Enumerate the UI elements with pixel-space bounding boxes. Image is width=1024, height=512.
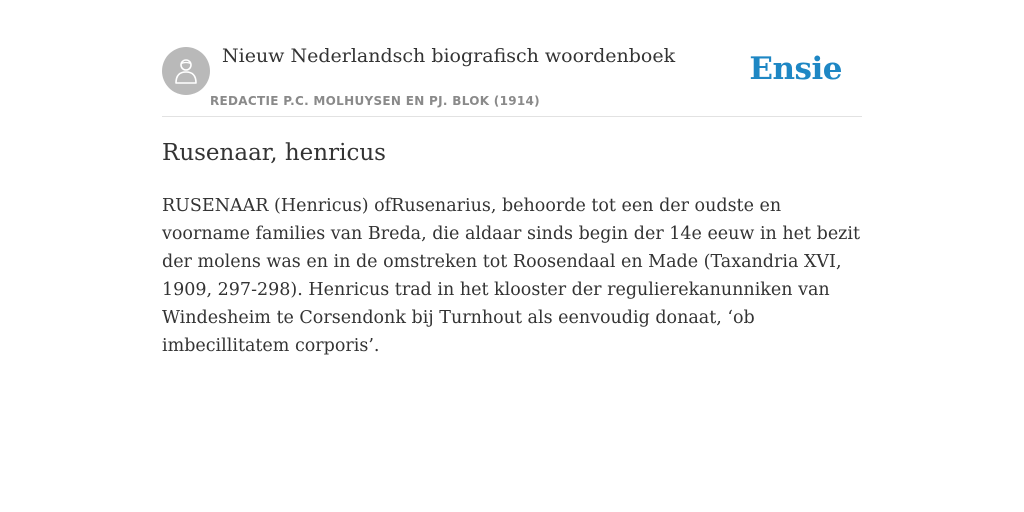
source-subtitle: REDACTIE P.C. MOLHUYSEN EN PJ. BLOK (1914) <box>210 94 540 108</box>
entry-title: Rusenaar, henricus <box>162 140 386 166</box>
entry-body: RUSENAAR (Henricus) ofRusenarius, behoorde tot een der oudste en voorname families van Breda, die aldaar sinds begin der 14e eeuw in het bezit der molens was en in de omstreken tot Roosendaal en Made (Taxandria XVI, 1909, 297-298). Henricus trad in het klooster der regulierekanunniken van Windesheim te Corsendonk bij Turnhout als eenvoudig donaat, ‘ob imbecillitatem corporis’. <box>162 196 861 356</box>
user-silhouette-icon <box>174 57 198 85</box>
source-title[interactable]: Nieuw Nederlandsch biografisch woordenboek <box>222 45 676 67</box>
avatar <box>162 47 210 95</box>
ensie-logo[interactable]: Ensie <box>749 51 842 87</box>
source-header <box>162 0 862 117</box>
